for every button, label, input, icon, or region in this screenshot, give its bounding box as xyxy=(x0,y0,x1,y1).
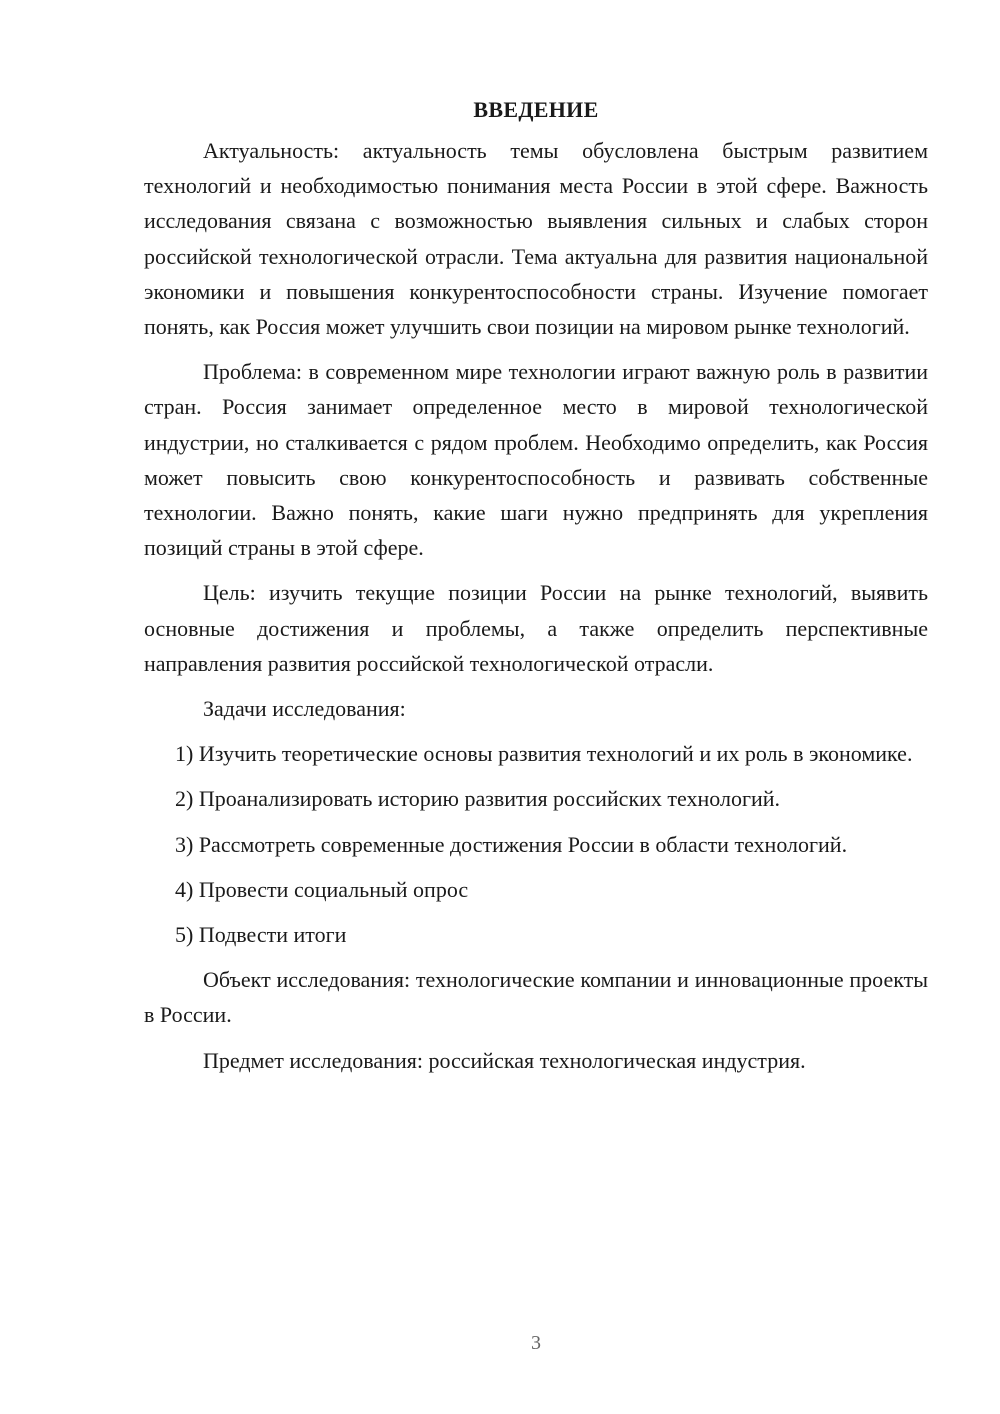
page-number: 3 xyxy=(531,1332,541,1354)
task-item-1: 1) Изучить теоретические основы развития технологий и их роль в экономике. xyxy=(175,741,913,767)
page-title: ВВЕДЕНИЕ xyxy=(473,97,599,122)
task-item-2: 2) Проанализировать историю развития российских технологий. xyxy=(175,786,781,812)
subject-paragraph: Предмет исследования: российская технологическая индустрия. xyxy=(203,1047,806,1073)
task-item-3: 3) Рассмотреть современные достижения России в области технологий. xyxy=(175,831,848,857)
relevance-paragraph: Актуальность: актуальность темы обусловлена быстрым развитием технологий и необходимостью понимания места России в этой сфере. Важность исследования связана с возможностью выявления сильных и слабых сторон российской технологической отрасли. Тема актуальна для развития национальной экономики и повышения конкурентоспособности страны. Изучение помогает понять, как Россия может улучшить свои позиции на мировом рынке технологий. xyxy=(144,138,928,340)
task-item-4: 4) Провести социальный опрос xyxy=(175,876,469,902)
tasks-heading: Задачи исследования: xyxy=(203,696,406,722)
object-paragraph: Объект исследования: технологические компании и инновационные проекты в России. xyxy=(144,967,928,1028)
goal-paragraph: Цель: изучить текущие позиции России на рынке технологий, выявить основные достижения и проблемы, а также определить перспективные направления развития российской технологической отрасли. xyxy=(144,580,928,676)
problem-paragraph: Проблема: в современном мире технологии играют важную роль в развитии стран. Россия занимает определенное место в мировой технологической индустрии, но сталкивается с рядом проблем. Необходимо определить, как Россия может повысить свою конкурентоспособность и развивать собственные технологии. Важно понять, какие шаги нужно предпринять для укрепления позиций страны в этой сфере. xyxy=(144,359,928,561)
document-page xyxy=(144,92,928,1088)
task-item-5: 5) Подвести итоги xyxy=(175,922,347,948)
